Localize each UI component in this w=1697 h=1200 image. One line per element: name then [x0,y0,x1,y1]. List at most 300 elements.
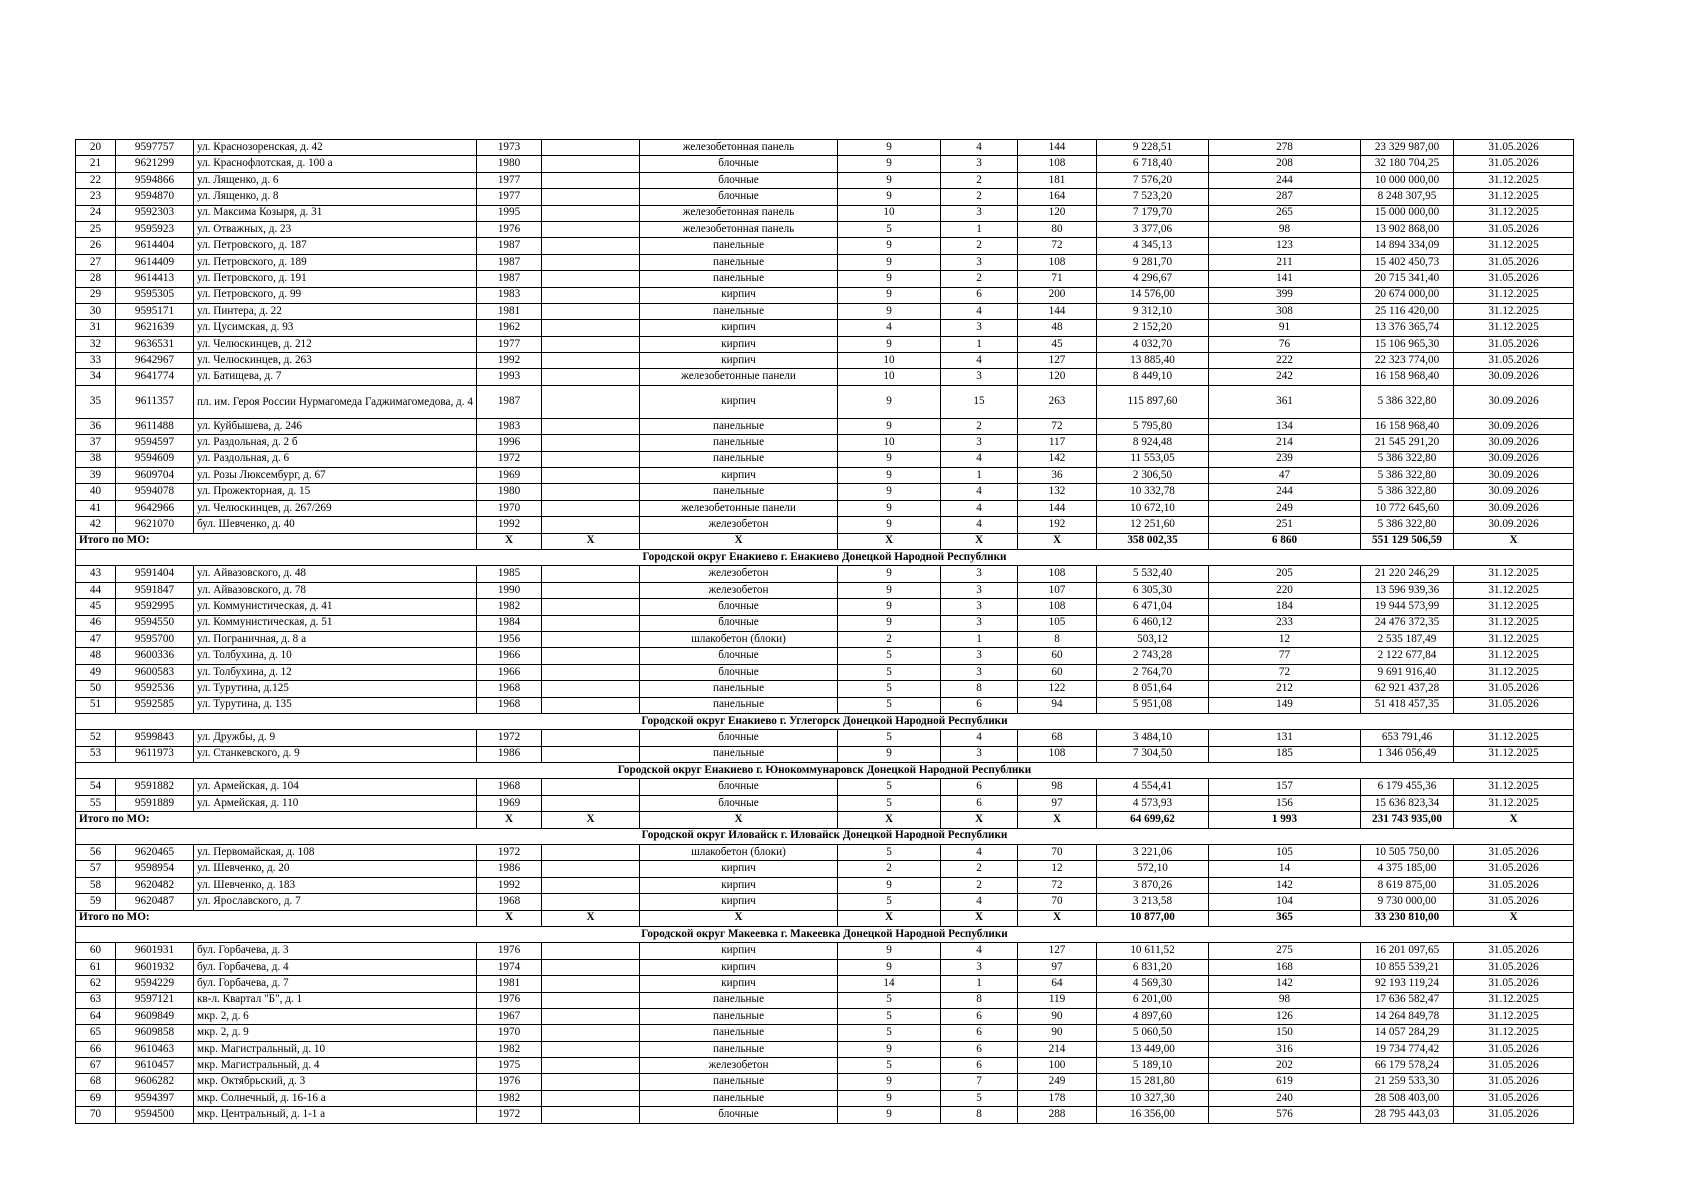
row-number-cell: 22 [76,172,116,188]
wall-material-cell: железобетонная панель [640,221,838,237]
blank-cell [542,172,640,188]
address-cell: ул. Челюскинцев, д. 267/269 [194,500,477,516]
address-cell: ул. Толбухина, д. 10 [194,648,477,664]
entrances-cell: 6 [941,795,1018,811]
building-code-cell: 9636531 [116,336,194,352]
table-row [76,681,1574,697]
blank-cell [542,681,640,697]
cost-cell: 25 116 420,00 [1361,303,1454,319]
row-number-cell: 57 [76,861,116,877]
entrances-cell: 4 [941,500,1018,516]
year-cell: 1984 [477,615,542,631]
building-code-cell: 9594597 [116,435,194,451]
deadline-cell: 31.12.2025 [1454,205,1574,221]
area-cell: 10 327,30 [1097,1090,1209,1106]
district-header-row [76,926,1574,942]
building-code-cell: 9609704 [116,468,194,484]
cost-cell: 21 259 533,30 [1361,1074,1454,1090]
building-code-cell: 9610457 [116,1058,194,1074]
building-code-cell: 9592303 [116,205,194,221]
area-cell: 4 554,41 [1097,779,1209,795]
wall-material-cell: железобетонные панели [640,500,838,516]
apartments-cell: 192 [1018,517,1097,533]
deadline-cell: 31.05.2026 [1454,861,1574,877]
wall-material-cell: панельные [640,418,838,434]
apartments-cell: 122 [1018,681,1097,697]
entrances-cell: 2 [941,189,1018,205]
district-title: Городской округ Макеевка г. Макеевка Донецкой Народной Республики [76,926,1574,942]
entrances-cell: 3 [941,566,1018,582]
building-code-cell: 9594500 [116,1107,194,1123]
floors-cell: 9 [838,287,941,303]
wall-material-cell: блочные [640,156,838,172]
area-cell: 14 576,00 [1097,287,1209,303]
row-number-cell: 62 [76,976,116,992]
residents-cell: 287 [1209,189,1361,205]
year-cell: 1968 [477,894,542,910]
wall-material-cell: панельные [640,451,838,467]
year-cell: 1976 [477,992,542,1008]
apartments-cell: 127 [1018,353,1097,369]
row-number-cell: 36 [76,418,116,434]
blank-cell [542,435,640,451]
address-cell: ул. Ярославского, д. 7 [194,894,477,910]
deadline-cell: 30.09.2026 [1454,500,1574,516]
blank-cell [542,1090,640,1106]
area-cell: 5 189,10 [1097,1058,1209,1074]
deadline-cell: 31.05.2026 [1454,976,1574,992]
blank-cell [542,599,640,615]
apartments-cell: 68 [1018,730,1097,746]
area-cell: 10 332,78 [1097,484,1209,500]
apartments-cell: 127 [1018,943,1097,959]
address-cell: ул. Петровского, д. 187 [194,238,477,254]
wall-material-cell: кирпич [640,877,838,893]
apartments-cell: 72 [1018,418,1097,434]
year-cell: 1992 [477,517,542,533]
year-cell: 1977 [477,189,542,205]
row-number-cell: 45 [76,599,116,615]
building-code-cell: 9641774 [116,369,194,385]
cost-cell: 8 248 307,95 [1361,189,1454,205]
apartments-cell: 105 [1018,615,1097,631]
row-number-cell: 38 [76,451,116,467]
building-code-cell: 9621639 [116,320,194,336]
blank-cell [542,205,640,221]
cost-cell: 8 619 875,00 [1361,877,1454,893]
building-code-cell: 9614413 [116,271,194,287]
floors-cell: 2 [838,861,941,877]
row-number-cell: 63 [76,992,116,1008]
address-cell: бул. Горбачева, д. 3 [194,943,477,959]
building-code-cell: 9594397 [116,1090,194,1106]
table-row [76,1107,1574,1123]
area-cell: 9 228,51 [1097,140,1209,156]
table-row [76,615,1574,631]
row-number-cell: 26 [76,238,116,254]
table-row [76,894,1574,910]
cost-cell: 1 346 056,49 [1361,746,1454,762]
area-cell: 15 281,80 [1097,1074,1209,1090]
floors-cell: 9 [838,517,941,533]
year-cell: 1970 [477,500,542,516]
area-cell: 2 764,70 [1097,664,1209,680]
cost-cell: 5 386 322,80 [1361,484,1454,500]
blank-cell [542,631,640,647]
entrances-cell: 8 [941,992,1018,1008]
table-row [76,1025,1574,1041]
address-cell: ул. Турутина, д.125 [194,681,477,697]
deadline-cell: 31.12.2025 [1454,582,1574,598]
blank-cell [542,582,640,598]
residents-cell: 14 [1209,861,1361,877]
apartments-cell: 144 [1018,140,1097,156]
area-cell: 6 718,40 [1097,156,1209,172]
building-code-cell: 9611488 [116,418,194,434]
wall-material-cell: кирпич [640,894,838,910]
row-number-cell: 50 [76,681,116,697]
address-cell: ул. Челюскинцев, д. 263 [194,353,477,369]
blank-cell [542,238,640,254]
apartments-cell: 71 [1018,271,1097,287]
cost-cell: 92 193 119,24 [1361,976,1454,992]
row-number-cell: 31 [76,320,116,336]
floors-cell: 5 [838,681,941,697]
year-cell: 1976 [477,221,542,237]
deadline-cell: 31.05.2026 [1454,845,1574,861]
apartments-cell: 108 [1018,254,1097,270]
row-number-cell: 20 [76,140,116,156]
table-row [76,205,1574,221]
wall-material-cell: блочные [640,795,838,811]
floors-cell: 10 [838,369,941,385]
row-number-cell: 52 [76,730,116,746]
apartments-cell: 45 [1018,336,1097,352]
apartments-cell: 48 [1018,320,1097,336]
area-cell: 503,12 [1097,631,1209,647]
address-cell: ул. Отважных, д. 23 [194,221,477,237]
residents-cell: 98 [1209,221,1361,237]
year-cell: 1987 [477,385,542,418]
wall-material-cell: блочные [640,172,838,188]
residents-cell: 72 [1209,664,1361,680]
year-cell: 1972 [477,845,542,861]
residents-cell: 244 [1209,172,1361,188]
row-number-cell: 28 [76,271,116,287]
residents-cell: 157 [1209,779,1361,795]
blank-cell [542,779,640,795]
blank-cell [542,615,640,631]
total-apartments-cell: X [1018,812,1097,828]
total-cost-cell: 33 230 810,00 [1361,910,1454,926]
deadline-cell: 31.12.2025 [1454,287,1574,303]
blank-cell [542,730,640,746]
floors-cell: 5 [838,1058,941,1074]
apartments-cell: 119 [1018,992,1097,1008]
wall-material-cell: блочные [640,615,838,631]
year-cell: 1992 [477,353,542,369]
area-cell: 8 051,64 [1097,681,1209,697]
apartments-cell: 36 [1018,468,1097,484]
wall-material-cell: панельные [640,484,838,500]
entrances-cell: 6 [941,779,1018,795]
area-cell: 9 281,70 [1097,254,1209,270]
apartments-cell: 100 [1018,1058,1097,1074]
entrances-cell: 2 [941,877,1018,893]
blank-cell [542,1074,640,1090]
cost-cell: 14 894 334,09 [1361,238,1454,254]
area-cell: 8 924,48 [1097,435,1209,451]
blank-cell [542,1107,640,1123]
deadline-cell: 31.12.2025 [1454,631,1574,647]
blank-cell [542,189,640,205]
area-cell: 12 251,60 [1097,517,1209,533]
cost-cell: 2 535 187,49 [1361,631,1454,647]
building-code-cell: 9599843 [116,730,194,746]
table-row [76,140,1574,156]
wall-material-cell: панельные [640,303,838,319]
residents-cell: 202 [1209,1058,1361,1074]
year-cell: 1983 [477,287,542,303]
building-code-cell: 9594609 [116,451,194,467]
area-cell: 3 221,06 [1097,845,1209,861]
year-cell: 1962 [477,320,542,336]
blank-cell [542,1008,640,1024]
table-row [76,746,1574,762]
residents-cell: 242 [1209,369,1361,385]
address-cell: ул. Петровского, д. 191 [194,271,477,287]
table-row [76,845,1574,861]
floors-cell: 9 [838,582,941,598]
area-cell: 9 312,10 [1097,303,1209,319]
year-cell: 1995 [477,205,542,221]
year-cell: 1970 [477,1025,542,1041]
cost-cell: 2 122 677,84 [1361,648,1454,664]
wall-material-cell: шлакобетон (блоки) [640,845,838,861]
deadline-cell: 31.12.2025 [1454,1008,1574,1024]
district-header-row [76,828,1574,844]
year-cell: 1976 [477,943,542,959]
apartments-cell: 200 [1018,287,1097,303]
area-cell: 7 304,50 [1097,746,1209,762]
building-code-cell: 9591882 [116,779,194,795]
residents-cell: 156 [1209,795,1361,811]
deadline-cell: 31.05.2026 [1454,140,1574,156]
floors-cell: 2 [838,631,941,647]
entrances-cell: 2 [941,271,1018,287]
floors-cell: 9 [838,500,941,516]
residents-cell: 123 [1209,238,1361,254]
cost-cell: 21 545 291,20 [1361,435,1454,451]
area-cell: 7 179,70 [1097,205,1209,221]
building-code-cell: 9642967 [116,353,194,369]
floors-cell: 9 [838,484,941,500]
wall-material-cell: железобетон [640,1058,838,1074]
row-number-cell: 67 [76,1058,116,1074]
entrances-cell: 4 [941,894,1018,910]
total-blank-cell: X [542,910,640,926]
wall-material-cell: кирпич [640,336,838,352]
floors-cell: 9 [838,140,941,156]
deadline-cell: 31.05.2026 [1454,681,1574,697]
deadline-cell: 31.05.2026 [1454,336,1574,352]
address-cell: пл. им. Героя России Нурмагомеда Гаджимагомедова, д. 4 [194,385,477,418]
address-cell: мкр. 2, д. 9 [194,1025,477,1041]
year-cell: 1972 [477,730,542,746]
area-cell: 13 885,40 [1097,353,1209,369]
floors-cell: 5 [838,1008,941,1024]
table-row [76,697,1574,713]
wall-material-cell: кирпич [640,861,838,877]
deadline-cell: 30.09.2026 [1454,385,1574,418]
wall-material-cell: панельные [640,435,838,451]
residents-cell: 104 [1209,894,1361,910]
row-number-cell: 59 [76,894,116,910]
cost-cell: 5 386 322,80 [1361,451,1454,467]
address-cell: ул. Краснозоренская, д. 42 [194,140,477,156]
residents-cell: 12 [1209,631,1361,647]
address-cell: ул. Максима Козыря, д. 31 [194,205,477,221]
building-code-cell: 9595923 [116,221,194,237]
row-number-cell: 69 [76,1090,116,1106]
wall-material-cell: блочные [640,189,838,205]
blank-cell [542,1058,640,1074]
wall-material-cell: панельные [640,254,838,270]
apartments-cell: 144 [1018,500,1097,516]
table-row [76,779,1574,795]
cost-cell: 32 180 704,25 [1361,156,1454,172]
blank-cell [542,369,640,385]
apartments-cell: 181 [1018,172,1097,188]
row-number-cell: 30 [76,303,116,319]
cost-cell: 5 386 322,80 [1361,468,1454,484]
residents-cell: 134 [1209,418,1361,434]
address-cell: ул. Петровского, д. 189 [194,254,477,270]
building-code-cell: 9592585 [116,697,194,713]
address-cell: бул. Шевченко, д. 40 [194,517,477,533]
residents-cell: 275 [1209,943,1361,959]
deadline-cell: 30.09.2026 [1454,369,1574,385]
building-code-cell: 9610463 [116,1041,194,1057]
cost-cell: 20 674 000,00 [1361,287,1454,303]
entrances-cell: 3 [941,664,1018,680]
blank-cell [542,418,640,434]
total-area-cell: 358 002,35 [1097,533,1209,549]
total-label: Итого по МО: [76,533,477,549]
building-code-cell: 9595305 [116,287,194,303]
area-cell: 13 449,00 [1097,1041,1209,1057]
wall-material-cell: панельные [640,238,838,254]
table-row [76,303,1574,319]
deadline-cell: 31.05.2026 [1454,221,1574,237]
year-cell: 1973 [477,140,542,156]
area-cell: 11 553,05 [1097,451,1209,467]
table-row [76,320,1574,336]
entrances-cell: 5 [941,1090,1018,1106]
wall-material-cell: кирпич [640,468,838,484]
wall-material-cell: железобетон [640,566,838,582]
blank-cell [542,664,640,680]
cost-cell: 9 730 000,00 [1361,894,1454,910]
table-row [76,172,1574,188]
area-cell: 5 951,08 [1097,697,1209,713]
cost-cell: 14 264 849,78 [1361,1008,1454,1024]
blank-cell [542,303,640,319]
address-cell: ул. Лященко, д. 8 [194,189,477,205]
floors-cell: 9 [838,877,941,893]
wall-material-cell: железобетонная панель [640,140,838,156]
cost-cell: 17 636 582,47 [1361,992,1454,1008]
table-body [76,140,1574,1124]
floors-cell: 9 [838,959,941,975]
total-cost-cell: 551 129 506,59 [1361,533,1454,549]
apartments-cell: 142 [1018,451,1097,467]
area-cell: 4 345,13 [1097,238,1209,254]
apartments-cell: 178 [1018,1090,1097,1106]
blank-cell [542,746,640,762]
cost-cell: 4 375 185,00 [1361,861,1454,877]
year-cell: 1983 [477,418,542,434]
building-code-cell: 9621070 [116,517,194,533]
area-cell: 5 532,40 [1097,566,1209,582]
blank-cell [542,1041,640,1057]
cost-cell: 21 220 246,29 [1361,566,1454,582]
floors-cell: 9 [838,172,941,188]
cost-cell: 10 772 645,60 [1361,500,1454,516]
area-cell: 3 213,58 [1097,894,1209,910]
row-number-cell: 48 [76,648,116,664]
cost-cell: 10 505 750,00 [1361,845,1454,861]
total-material-cell: X [640,910,838,926]
blank-cell [542,500,640,516]
cost-cell: 16 158 968,40 [1361,369,1454,385]
building-code-cell: 9606282 [116,1074,194,1090]
total-year-cell: X [477,910,542,926]
year-cell: 1976 [477,1074,542,1090]
table-row [76,992,1574,1008]
wall-material-cell: панельные [640,681,838,697]
building-code-cell: 9598954 [116,861,194,877]
table-row [76,287,1574,303]
entrances-cell: 6 [941,1041,1018,1057]
table-row [76,959,1574,975]
table-row [76,861,1574,877]
residents-cell: 149 [1209,697,1361,713]
table-row [76,1074,1574,1090]
area-cell: 4 569,30 [1097,976,1209,992]
deadline-cell: 31.12.2025 [1454,730,1574,746]
area-cell: 10 672,10 [1097,500,1209,516]
district-title: Городской округ Иловайск г. Иловайск Донецкой Народной Республики [76,828,1574,844]
residents-cell: 150 [1209,1025,1361,1041]
total-row [76,533,1574,549]
total-deadline-cell: X [1454,910,1574,926]
blank-cell [542,992,640,1008]
year-cell: 1986 [477,861,542,877]
row-number-cell: 39 [76,468,116,484]
total-residents-cell: 6 860 [1209,533,1361,549]
wall-material-cell: кирпич [640,287,838,303]
entrances-cell: 2 [941,172,1018,188]
cost-cell: 15 000 000,00 [1361,205,1454,221]
total-blank-cell: X [542,533,640,549]
area-cell: 4 296,67 [1097,271,1209,287]
floors-cell: 9 [838,418,941,434]
cost-cell: 14 057 284,29 [1361,1025,1454,1041]
row-number-cell: 43 [76,566,116,582]
total-area-cell: 64 699,62 [1097,812,1209,828]
deadline-cell: 31.12.2025 [1454,1025,1574,1041]
